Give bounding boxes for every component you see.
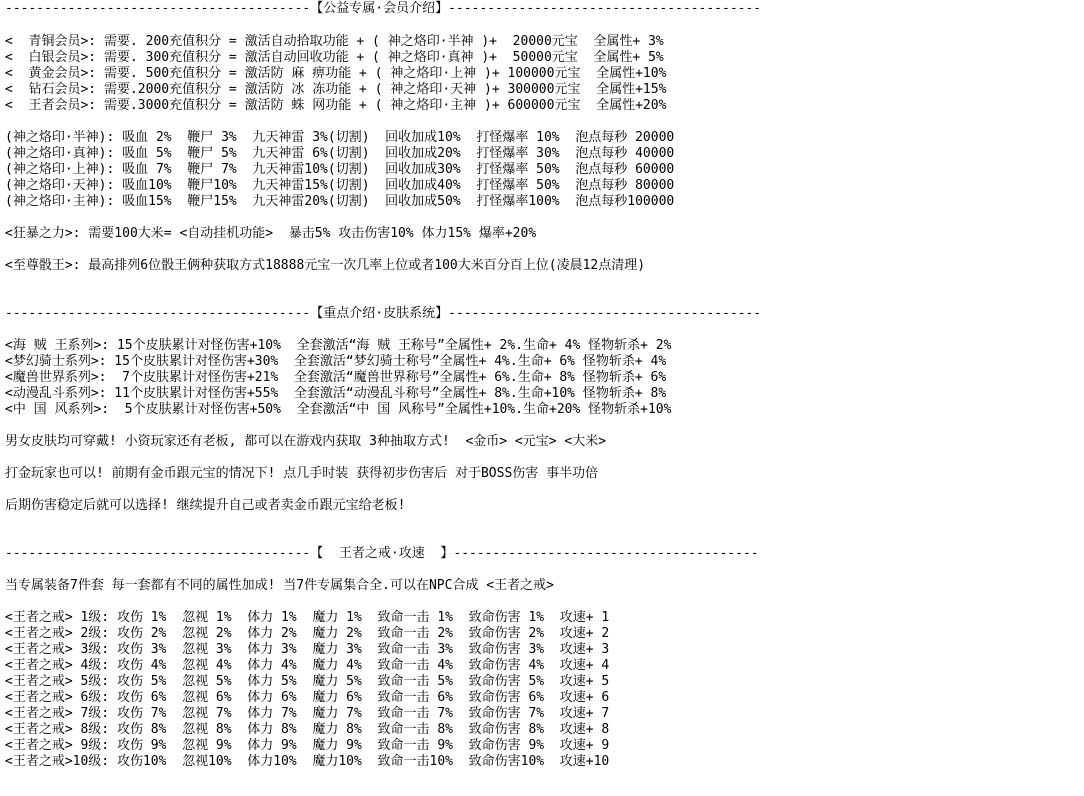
ring-intro-text: 当专属装备7件套 每一套都有不同的属性加成! 当7件专属集合全.可以在NPC合成 <王者之戒> — [5, 578, 554, 593]
skin-row-onepiece: <海 贼 王系列>: 15个皮肤累计对怪伤害+10% 全套激活“海 贼 王称号”全属性+ 2%.生命+ 4% 怪物斩杀+ 2% — [5, 338, 672, 353]
skin-paragraph-2: 打金玩家也可以! 前期有金币跟元宝的情况下! 点几手时装 获得初步伤害后 对于BOSS伤害 事半功倍 — [5, 466, 599, 481]
skin-row-knight: <梦幻骑士系列>: 15个皮肤累计对怪伤害+30% 全套激活“梦幻骑士称号”全属性+ 4%.生命+ 6% 怪物斩杀+ 4% — [5, 354, 667, 369]
member-row-king: < 王者会员>: 需要.3000充值积分 = 激活防 蛛 网功能 + ( 神之烙印·主神 )+ 600000元宝 全属性+20% — [5, 98, 667, 113]
seal-row-highgod: (神之烙印·上神): 吸血 7% 鞭尸 7% 九天神雷10%(切割) 回收加成30% 打怪爆率 50% 泡点每秒 60000 — [5, 162, 675, 177]
seal-row-truegod: (神之烙印·真神): 吸血 5% 鞭尸 5% 九天神雷 6%(切割) 回收加成20% 打怪爆率 30% 泡点每秒 40000 — [5, 146, 675, 161]
ring-row-level-2: <王者之戒> 2级: 攻伤 2% 忽视 2% 体力 2% 魔力 2% 致命一击 2% 致命伤害 2% 攻速+ 2 — [5, 626, 610, 641]
skin-row-warcraft: <魔兽世界系列>: 7个皮肤累计对怪伤害+21% 全套激活“魔兽世界称号”全属性+ 6%.生命+ 8% 怪物斩杀+ 6% — [5, 370, 667, 385]
ring-row-level-3: <王者之戒> 3级: 攻伤 3% 忽视 3% 体力 3% 魔力 3% 致命一击 3% 致命伤害 3% 攻速+ 3 — [5, 642, 610, 657]
seal-row-demigod: (神之烙印·半神): 吸血 2% 鞭尸 3% 九天神雷 3%(切割) 回收加成10% 打怪爆率 10% 泡点每秒 20000 — [5, 130, 675, 145]
member-row-diamond: < 钻石会员>: 需要.2000充值积分 = 激活防 冰 冻功能 + ( 神之烙印·天神 )+ 300000元宝 全属性+15% — [5, 82, 667, 97]
ring-row-level-4: <王者之戒> 4级: 攻伤 4% 忽视 4% 体力 4% 魔力 4% 致命一击 4% 致命伤害 4% 攻速+ 4 — [5, 658, 610, 673]
section-header-membership: ---------------------------------------【公益专属·会员介绍】---------------------------------------- — [5, 1, 762, 16]
section-header-ring: ---------------------------------------【 王者之戒·攻速 】--------------------------------------- — [5, 546, 759, 561]
ring-row-level-10: <王者之戒>10级: 攻伤10% 忽视10% 体力10% 魔力10% 致命一击10% 致命伤害10% 攻速+10 — [5, 754, 610, 769]
ring-row-level-1: <王者之戒> 1级: 攻伤 1% 忽视 1% 体力 1% 魔力 1% 致命一击 1% 致命伤害 1% 攻速+ 1 — [5, 610, 610, 625]
section-header-skins: ---------------------------------------【重点介绍·皮肤系统】---------------------------------------- — [5, 306, 762, 321]
seal-row-skygod: (神之烙印·天神): 吸血10% 鞭尸10% 九天神雷15%(切割) 回收加成40% 打怪爆率 50% 泡点每秒 80000 — [5, 178, 675, 193]
member-row-silver: < 白银会员>: 需要. 300充值积分 = 激活自动回收功能 + ( 神之烙印·真神 )+ 50000元宝 全属性+ 5% — [5, 50, 664, 65]
ring-row-level-7: <王者之戒> 7级: 攻伤 7% 忽视 7% 体力 7% 魔力 7% 致命一击 7% 致命伤害 7% 攻速+ 7 — [5, 706, 610, 721]
skin-paragraph-3: 后期伤害稳定后就可以选择! 继续提升自己或者卖金币跟元宝给老板! — [5, 498, 406, 513]
berserk-power-text: <狂暴之力>: 需要100大米= <自动挂机功能> 暴击5% 攻击伤害10% 体力15% 爆率+20% — [5, 226, 537, 241]
skin-row-chinese: <中 国 风系列>: 5个皮肤累计对怪伤害+50% 全套激活“中 国 风称号”全属性+10%.生命+20% 怪物斩杀+10% — [5, 402, 672, 417]
ring-row-level-9: <王者之戒> 9级: 攻伤 9% 忽视 9% 体力 9% 魔力 9% 致命一击 9% 致命伤害 9% 攻速+ 9 — [5, 738, 610, 753]
member-row-bronze: < 青铜会员>: 需要. 200充值积分 = 激活自动拾取功能 + ( 神之烙印·半神 )+ 20000元宝 全属性+ 3% — [5, 34, 664, 49]
ring-row-level-8: <王者之戒> 8级: 攻伤 8% 忽视 8% 体力 8% 魔力 8% 致命一击 8% 致命伤害 8% 攻速+ 8 — [5, 722, 610, 737]
seal-row-maingod: (神之烙印·主神): 吸血15% 鞭尸15% 九天神雷20%(切割) 回收加成50% 打怪爆率100% 泡点每秒100000 — [5, 194, 675, 209]
skin-row-anime: <动漫乱斗系列>: 11个皮肤累计对怪伤害+55% 全套激活“动漫乱斗称号”全属性+ 8%.生命+10% 怪物斩杀+ 8% — [5, 386, 667, 401]
skin-paragraph-1: 男女皮肤均可穿戴! 小资玩家还有老板, 都可以在游戏内获取 3种抽取方式! <金币> <元宝> <大米> — [5, 434, 607, 449]
dice-king-text: <至尊骰王>: 最高排列6位骰王俩种获取方式18888元宝一次几率上位或者100大米百分百上位(凌晨12点清理) — [5, 258, 646, 273]
ring-row-level-6: <王者之戒> 6级: 攻伤 6% 忽视 6% 体力 6% 魔力 6% 致命一击 6% 致命伤害 6% 攻速+ 6 — [5, 690, 610, 705]
ring-row-level-5: <王者之戒> 5级: 攻伤 5% 忽视 5% 体力 5% 魔力 5% 致命一击 5% 致命伤害 5% 攻速+ 5 — [5, 674, 610, 689]
member-row-gold: < 黄金会员>: 需要. 500充值积分 = 激活防 麻 痹功能 + ( 神之烙印·上神 )+ 100000元宝 全属性+10% — [5, 66, 667, 81]
